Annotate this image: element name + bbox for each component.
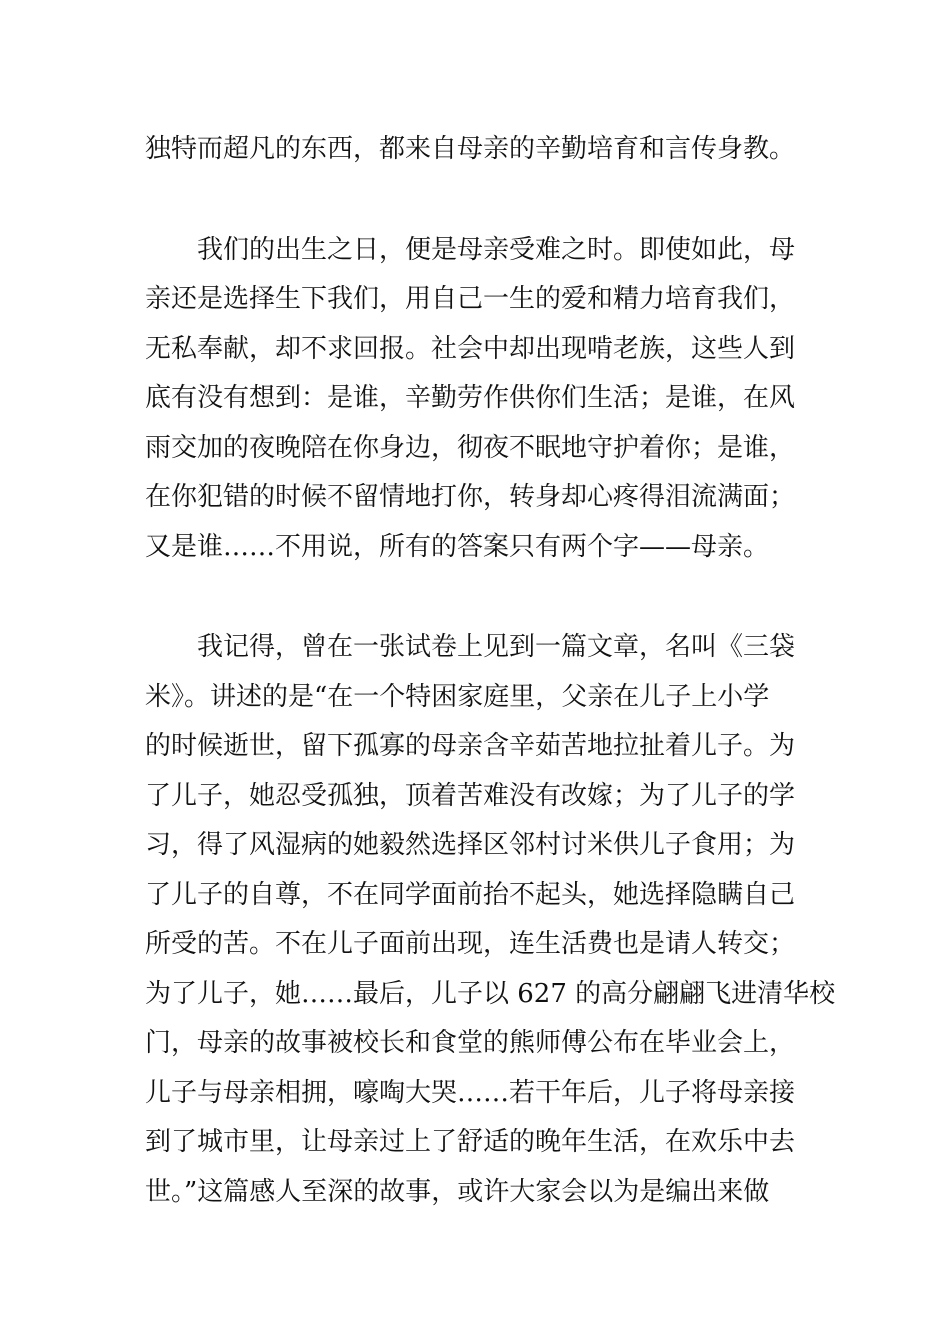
paragraph-line: 所受的苦。不在儿子面前出现，连生活费也是请人转交； xyxy=(145,929,796,959)
paragraph-line: 无私奉献，却不求回报。社会中却出现啃老族，这些人到 xyxy=(145,334,796,364)
paragraph-line: 为了儿子，她……最后，儿子以 627 的高分翩翩飞进清华校 xyxy=(145,979,836,1009)
paragraph-line: 门，母亲的故事被校长和食堂的熊师傅公布在毕业会上， xyxy=(145,1028,796,1058)
paragraph-line: 了儿子，她忍受孤独，顶着苦难没有改嫁；为了儿子的学 xyxy=(145,781,796,811)
paragraph-line: 世。”这篇感人至深的故事，或许大家会以为是编出来做 xyxy=(145,1177,770,1207)
paragraph-line: 我记得，曾在一张试卷上见到一篇文章，名叫《三袋 xyxy=(197,632,796,662)
paragraph-line: 底有没有想到：是谁，辛勤劳作供你们生活；是谁，在风 xyxy=(145,383,796,413)
paragraph-line: 亲还是选择生下我们，用自己一生的爱和精力培育我们， xyxy=(145,284,796,314)
paragraph-line: 到了城市里，让母亲过上了舒适的晚年生活，在欢乐中去 xyxy=(145,1127,796,1157)
paragraph-line: 了儿子的自尊，不在同学面前抬不起头，她选择隐瞒自己 xyxy=(145,880,796,910)
paragraph-line: 习，得了风湿病的她毅然选择区邻村讨米供儿子食用；为 xyxy=(145,830,796,860)
paragraph-line: 在你犯错的时候不留情地打你，转身却心疼得泪流满面； xyxy=(145,482,796,512)
paragraph-line: 又是谁……不用说，所有的答案只有两个字——母亲。 xyxy=(145,532,770,562)
paragraph-line: 的时候逝世，留下孤寡的母亲含辛茹苦地拉扯着儿子。为 xyxy=(145,731,796,761)
paragraph-line: 独特而超凡的东西，都来自母亲的辛勤培育和言传身教。 xyxy=(145,134,796,164)
paragraph-line: 雨交加的夜晚陪在你身边，彻夜不眠地守护着你；是谁， xyxy=(145,433,796,463)
paragraph-line: 我们的出生之日，便是母亲受难之时。即使如此，母 xyxy=(197,235,796,265)
paragraph-line: 米》。讲述的是“在一个特困家庭里，父亲在儿子上小学 xyxy=(145,682,770,712)
paragraph-line: 儿子与母亲相拥，嚎啕大哭……若干年后，儿子将母亲接 xyxy=(145,1078,796,1108)
